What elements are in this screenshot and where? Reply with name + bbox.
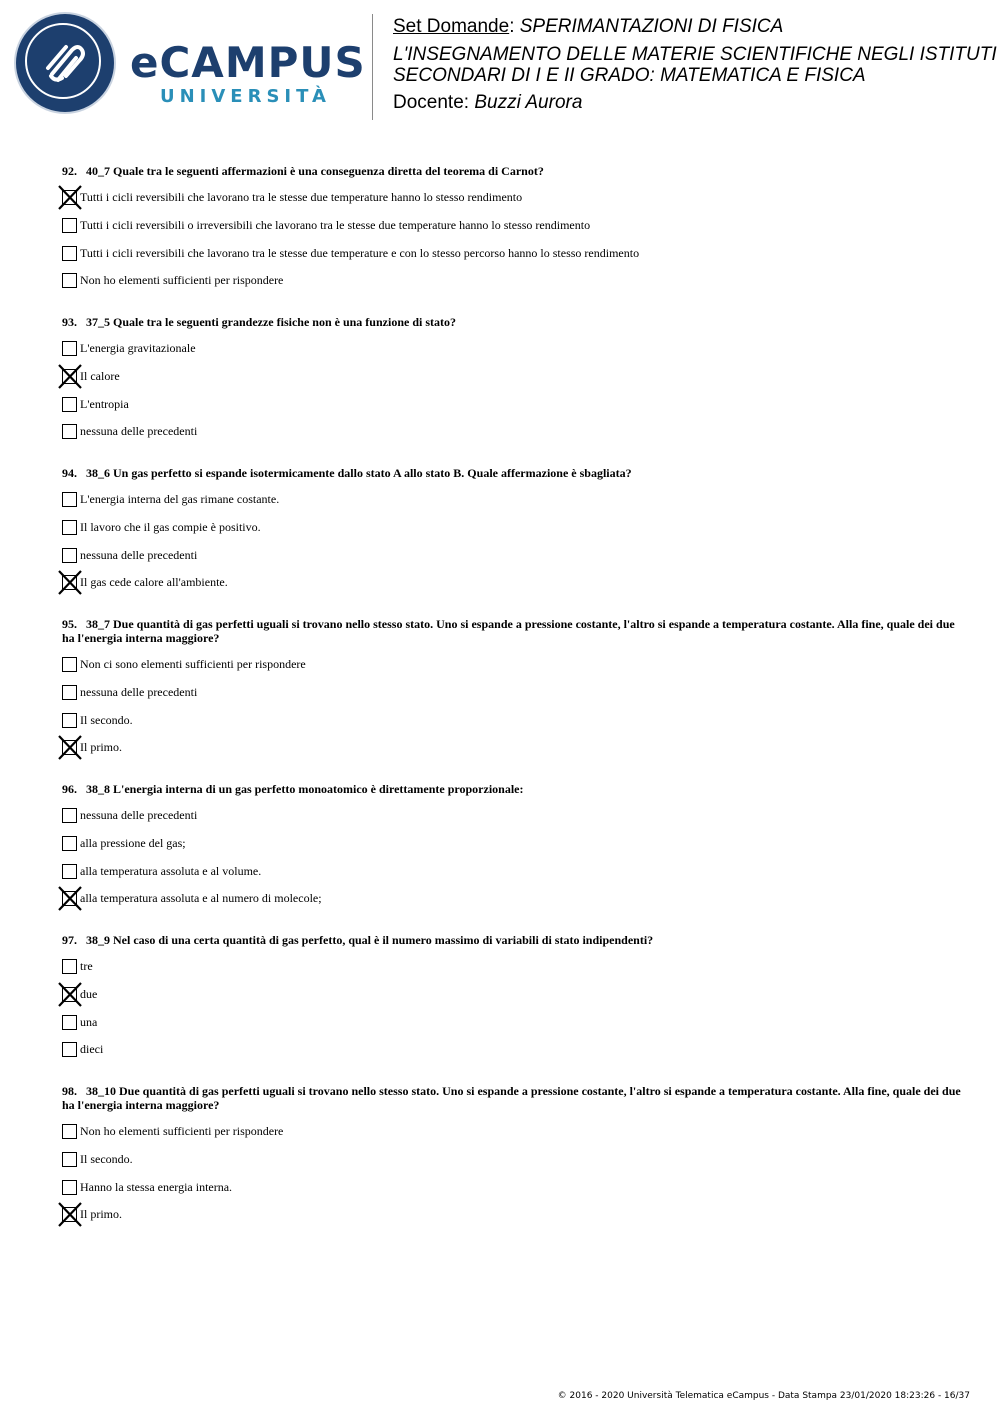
- question-code: 38_10: [86, 1084, 116, 1098]
- question-number: 94.: [62, 466, 77, 480]
- checkbox[interactable]: [62, 1152, 77, 1167]
- question-title: [62, 315, 962, 329]
- checkbox-checked[interactable]: [62, 891, 77, 906]
- question-title: [62, 164, 962, 178]
- checkbox[interactable]: [62, 685, 77, 700]
- question-number: 97.: [62, 933, 77, 947]
- question-text: Quale tra le seguenti affermazioni è una conseguenza diretta del teorema di Carnot?: [113, 164, 544, 178]
- question-code: 38_8: [86, 782, 110, 796]
- checkbox[interactable]: [62, 1042, 77, 1057]
- answer-option-label: L'entropia: [80, 396, 129, 411]
- checkbox[interactable]: [62, 218, 77, 233]
- answer-option-label: Tutti i cicli reversibili che lavorano tra le stesse due temperature e con lo stesso percorso hanno lo stesso rendimento: [80, 245, 640, 260]
- checkbox[interactable]: [62, 520, 77, 535]
- page-footer: © 2016 - 2020 Università Telematica eCampus - Data Stampa 23/01/2020 18:23:26 - 16/37: [557, 1391, 970, 1401]
- answer-option-label: Il secondo.: [80, 1151, 133, 1166]
- question-number: 96.: [62, 782, 77, 796]
- page-header: [0, 0, 1000, 125]
- checkbox-checked[interactable]: [62, 575, 77, 590]
- answer-option-label: Il primo.: [80, 740, 122, 755]
- answer-option-label: alla pressione del gas;: [80, 835, 186, 850]
- answer-option-label: Hanno la stessa energia interna.: [80, 1179, 233, 1194]
- checkbox[interactable]: [62, 864, 77, 879]
- checkbox[interactable]: [62, 1180, 77, 1195]
- answer-option-label: L'energia gravitazionale: [80, 341, 196, 355]
- question-92: [62, 164, 962, 288]
- checkbox[interactable]: [62, 341, 77, 356]
- checkbox-checked[interactable]: [62, 987, 77, 1002]
- answer-option-label: Non ho elementi sufficienti per rispondere: [80, 273, 284, 288]
- checkbox[interactable]: [62, 548, 77, 563]
- question-95: [62, 617, 962, 755]
- checkbox[interactable]: [62, 273, 77, 288]
- set-label: Set Domande: [393, 16, 510, 37]
- checkbox[interactable]: [62, 424, 77, 439]
- checkbox[interactable]: [62, 246, 77, 261]
- answer-option-label: Il calore: [80, 368, 120, 383]
- question-text: Nel caso di una certa quantità di gas perfetto, qual è il numero massimo di variabili di stato indipendenti?: [113, 933, 654, 947]
- checkbox[interactable]: [62, 1124, 77, 1139]
- answer-option-label: L'energia interna del gas rimane costante.: [80, 492, 280, 506]
- checkbox[interactable]: [62, 1015, 77, 1030]
- answer-option-label: nessuna delle precedenti: [80, 808, 198, 822]
- checkbox[interactable]: [62, 492, 77, 507]
- checkbox-checked[interactable]: [62, 1207, 77, 1222]
- logo-subtitle: UNIVERSITÀ: [160, 86, 331, 107]
- header-divider: [372, 14, 373, 120]
- question-title: [62, 782, 962, 796]
- answer-option-label: alla temperatura assoluta e al numero di molecole;: [80, 891, 322, 906]
- checkbox-checked[interactable]: [62, 190, 77, 205]
- answer-option-label: Il primo.: [80, 1207, 122, 1222]
- set-title-line: Set Domande: SPERIMANTAZIONI DI FISICA: [393, 16, 784, 37]
- checkbox[interactable]: [62, 397, 77, 412]
- question-title: [62, 617, 962, 645]
- answer-option-label: dieci: [80, 1042, 104, 1057]
- answer-option-label: Tutti i cicli reversibili che lavorano tra le stesse due temperature hanno lo stesso rendimento: [80, 190, 523, 204]
- answer-option-label: nessuna delle precedenti: [80, 684, 198, 699]
- checkbox-checked[interactable]: [62, 369, 77, 384]
- ecampus-emblem-icon: [16, 14, 114, 112]
- set-title: SPERIMANTAZIONI DI FISICA: [519, 16, 784, 37]
- answer-option-label: tre: [80, 959, 93, 973]
- question-text: Due quantità di gas perfetti uguali si trovano nello stesso stato. Uno si espande a pressione costante, l'altro si espande a temperatura costante. Alla fine, quale dei due ha l'energia interna maggiore?: [62, 1084, 961, 1112]
- answer-option-label: Tutti i cicli reversibili o irreversibili che lavorano tra le stesse due temperature hanno lo stesso rendimento: [80, 217, 591, 232]
- question-97: [62, 933, 962, 1057]
- question-number: 92.: [62, 164, 77, 178]
- question-code: 38_6: [86, 466, 110, 480]
- question-98: [62, 1084, 962, 1222]
- answer-option-label: nessuna delle precedenti: [80, 424, 198, 439]
- checkbox-checked[interactable]: [62, 740, 77, 755]
- question-94: [62, 466, 962, 590]
- answer-option-label: nessuna delle precedenti: [80, 547, 198, 562]
- question-code: 38_7: [86, 617, 110, 631]
- question-number: 93.: [62, 315, 77, 329]
- question-code: 37_5: [86, 315, 110, 329]
- question-code: 40_7: [86, 164, 110, 178]
- question-title: [62, 466, 962, 480]
- course-title-line-1: L'INSEGNAMENTO DELLE MATERIE SCIENTIFICHE NEGLI ISTITUTI: [393, 44, 997, 65]
- question-code: 38_9: [86, 933, 110, 947]
- answer-option-label: Non ho elementi sufficienti per rispondere: [80, 1124, 284, 1138]
- question-text: Quale tra le seguenti grandezze fisiche non è una funzione di stato?: [113, 315, 456, 329]
- answer-option-label: Il lavoro che il gas compie è positivo.: [80, 519, 261, 534]
- logo-wordmark: eCAMPUS: [130, 38, 366, 87]
- checkbox[interactable]: [62, 836, 77, 851]
- answer-option-label: alla temperatura assoluta e al volume.: [80, 863, 262, 878]
- question-title: [62, 1084, 962, 1112]
- question-number: 95.: [62, 617, 77, 631]
- course-title-line-2: SECONDARI DI I E II GRADO: MATEMATICA E FISICA: [393, 65, 866, 86]
- question-text: Un gas perfetto si espande isotermicamente dallo stato A allo stato B. Quale affermazione è sbagliata?: [113, 466, 632, 480]
- checkbox[interactable]: [62, 808, 77, 823]
- question-93: [62, 315, 962, 439]
- answer-option-label: due: [80, 986, 98, 1001]
- docente-label: Docente: [393, 92, 464, 113]
- answer-option-label: Non ci sono elementi sufficienti per rispondere: [80, 657, 306, 671]
- question-text: Due quantità di gas perfetti uguali si trovano nello stesso stato. Uno si espande a pressione costante, l'altro si espande a temperatura costante. Alla fine, quale dei due ha l'energia interna maggiore?: [62, 617, 955, 645]
- checkbox[interactable]: [62, 657, 77, 672]
- question-text: L'energia interna di un gas perfetto monoatomico è direttamente proporzionale:: [113, 782, 524, 796]
- question-title: [62, 933, 962, 947]
- checkbox[interactable]: [62, 959, 77, 974]
- question-number: 98.: [62, 1084, 77, 1098]
- answer-option-label: Il secondo.: [80, 712, 133, 727]
- docente-line: Docente: Buzzi Aurora: [393, 92, 583, 113]
- answer-option-label: una: [80, 1014, 98, 1029]
- checkbox[interactable]: [62, 713, 77, 728]
- docente-name: Buzzi Aurora: [474, 92, 583, 113]
- answer-option-label: Il gas cede calore all'ambiente.: [80, 575, 228, 590]
- question-96: [62, 782, 962, 906]
